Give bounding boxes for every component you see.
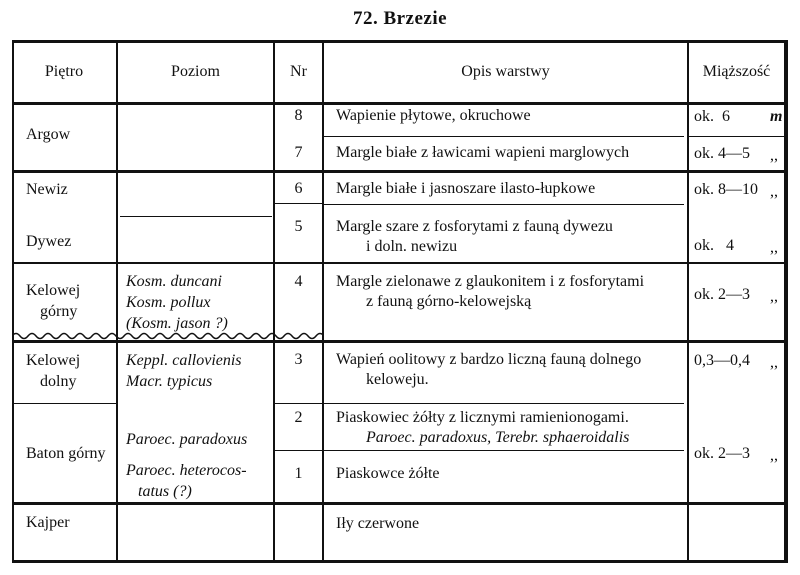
group-divider-2: [12, 262, 788, 264]
opis-7: Margle białe z ławicami wapieni marglowych: [336, 144, 630, 161]
miazszosc-7: ok. 4—5: [694, 145, 750, 162]
poziom-kosm-duncani: Kosm. duncani: [126, 273, 222, 290]
opis-4-line-2: z fauną górno-kelowejską: [366, 293, 532, 310]
miazszosc-7-unit: ,,: [770, 147, 778, 164]
row-divider-6-5-nr: [275, 203, 323, 204]
pietro-baton-gorny: Baton górny: [26, 445, 106, 462]
poziom-divider-newiz: [120, 216, 272, 217]
miazszosc-4: ok. 2—3: [694, 286, 750, 303]
nr-6: 6: [294, 180, 303, 197]
table-left-border: [12, 40, 14, 563]
miazszosc-3: 0,3—0,4: [694, 352, 750, 369]
table-top-border: [12, 40, 788, 43]
poziom-kosm-jason: (Kosm. jason ?): [126, 315, 228, 332]
miazszosc-6: ok. 8—10: [694, 181, 758, 198]
col-divider-1: [116, 40, 118, 563]
nr-2: 2: [294, 409, 303, 426]
row-divider-8-7: [324, 136, 684, 137]
opis-3-line-1: Wapień oolitowy z bardzo liczną fauną dolnego: [336, 351, 642, 368]
nr-4: 4: [294, 273, 303, 290]
header-nr: Nr: [290, 63, 307, 80]
poziom-paroec-heterocostatus-1: Paroec. heterocos-: [126, 462, 247, 479]
stratigraphy-table: [12, 40, 788, 562]
nr-5: 5: [294, 218, 303, 235]
miazszosc-5: ok. 4: [694, 237, 734, 254]
opis-2-line-1: Piaskowiec żółty z licznymi ramienionogami.: [336, 409, 629, 426]
miazszosc-5-unit: ,,: [770, 239, 778, 256]
miazszosc-2: ok. 2—3: [694, 445, 750, 462]
group-divider-4: [12, 502, 788, 505]
pietro-kelowej-dolny-1: Kelowej: [26, 352, 81, 369]
poziom-kosm-pollux: Kosm. pollux: [126, 294, 211, 311]
pietro-newiz: Newiz: [26, 181, 68, 198]
opis-2-line-2: Paroec. paradoxus, Terebr. sphaeroidalis: [366, 429, 630, 446]
poziom-keppl-callovienis: Keppl. callovienis: [126, 352, 242, 369]
row-divider-3-2-opis: [324, 403, 684, 404]
miazszosc-4-unit: ,,: [770, 288, 778, 305]
row-divider-6-5-opis: [324, 204, 684, 205]
poziom-paroec-paradoxus: Paroec. paradoxus: [126, 431, 248, 448]
miazszosc-2-unit: ,,: [770, 447, 778, 464]
miazszosc-8: ok. 6: [694, 108, 730, 125]
poziom-paroec-heterocostatus-2: tatus (?): [138, 483, 192, 500]
pietro-kelowej-gorny-2: górny: [40, 303, 78, 320]
row-divider-2-1-nr: [275, 450, 323, 451]
pietro-kelowej-gorny-1: Kelowej: [26, 282, 81, 299]
miazszosc-divider: [689, 136, 784, 137]
opis-6: Margle białe i jasnoszare ilasto-łupkowe: [336, 180, 596, 197]
header-miazszosc: Miąższość: [702, 63, 771, 80]
group-divider-1: [12, 170, 788, 173]
pietro-kelowej-dolny-2: dolny: [40, 373, 77, 390]
header-opis: Opis warstwy: [461, 63, 550, 80]
nr-7: 7: [294, 144, 303, 161]
row-divider-3-2: [12, 403, 116, 404]
opis-5-line-1: Margle szare z fosforytami z fauną dywezu: [336, 218, 613, 235]
opis-1: Piaskowce żółte: [336, 465, 440, 482]
miazszosc-6-unit: ,,: [770, 183, 778, 200]
nr-1: 1: [294, 465, 303, 482]
header-pietro: Piętro: [44, 63, 84, 80]
row-divider-2-1-opis: [324, 450, 684, 451]
opis-5-line-2: i doln. newizu: [366, 238, 458, 255]
opis-8: Wapienie płytowe, okruchowe: [336, 107, 531, 124]
nr-8: 8: [294, 107, 303, 124]
header-divider: [12, 102, 788, 105]
page-title: 72. Brzezie: [352, 8, 448, 29]
col-divider-3: [322, 40, 324, 563]
nr-3: 3: [294, 351, 303, 368]
opis-kajper: Iły czerwone: [336, 515, 420, 532]
pietro-argow: Argow: [26, 126, 71, 143]
pietro-kajper: Kajper: [26, 514, 70, 531]
opis-4-line-1: Margle zielonawe z glaukonitem i z fosforytami: [336, 273, 645, 290]
poziom-macr-typicus: Macr. typicus: [126, 373, 213, 390]
pietro-dywez: Dywez: [26, 233, 72, 250]
table-bottom-border: [12, 560, 788, 563]
opis-3-line-2: keloweju.: [366, 371, 429, 388]
header-poziom: Poziom: [171, 63, 220, 80]
row-divider-3-2-nr: [275, 403, 323, 404]
col-divider-4: [687, 40, 689, 563]
table-right-border: [784, 40, 788, 563]
miazszosc-8-unit: m: [770, 108, 783, 125]
miazszosc-3-unit: ,,: [770, 354, 778, 371]
